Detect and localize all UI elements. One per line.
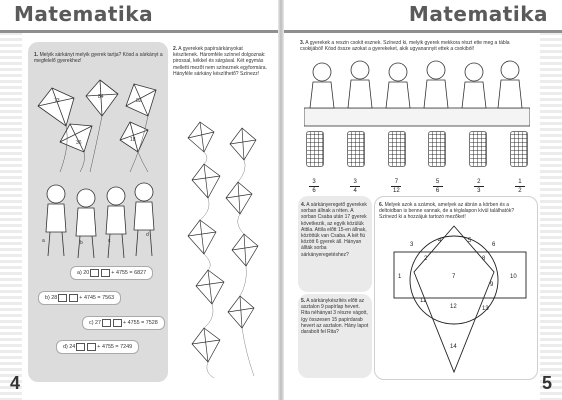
- equation-b: [38, 291, 121, 305]
- color-kite-7: [196, 270, 224, 304]
- task6-number: 6.: [379, 202, 384, 208]
- region-label-13: 13: [482, 306, 489, 312]
- fraction-4-denominator: 6: [435, 188, 440, 194]
- fraction-4: [430, 178, 446, 195]
- task3-children-eating-illustration: [304, 56, 530, 128]
- equation-a-blank[interactable]: [90, 269, 99, 277]
- task3-text: A gyerekek a reszin csokit esznek. Színezd ki, melyik gyerek mekkora részt ette meg a tábla csokijából! Kösd össze azokat a gyerekeket, akik ugyanannyit ettek a csokiból!: [300, 40, 510, 53]
- region-label-10: 10: [510, 274, 517, 280]
- task2-instructions: [173, 46, 267, 77]
- chocolate-bar-2[interactable]: [347, 131, 365, 167]
- equation-c-suffix: + 4755 = 7528: [122, 320, 158, 326]
- region-label-1: 1: [398, 274, 402, 280]
- fraction-6-numerator: 1: [518, 179, 522, 185]
- equation-c: [82, 316, 165, 330]
- right-header: [281, 0, 562, 33]
- chocolate-bar-4[interactable]: [428, 131, 446, 167]
- fraction-2: [347, 178, 363, 195]
- chocolate-bar-1[interactable]: [306, 131, 324, 167]
- equation-a: [70, 266, 153, 280]
- fraction-3-denominator: 12: [393, 188, 400, 194]
- book-gutter: [278, 0, 284, 400]
- kite-label-18: 18: [130, 137, 136, 143]
- child-label-a: a: [42, 238, 45, 244]
- color-kite-5: [188, 220, 216, 254]
- equation-d-blank[interactable]: [76, 343, 85, 351]
- region-label-12: 12: [450, 304, 457, 310]
- fraction-2-numerator: 3: [353, 179, 357, 185]
- region-label-7: 7: [452, 274, 456, 280]
- fraction-6: [512, 178, 528, 195]
- color-kite-4: [226, 182, 252, 214]
- equation-a-suffix: + 4755 = 6827: [111, 270, 147, 276]
- equation-a-prefix: a) 20: [77, 270, 90, 276]
- equation-c-blank[interactable]: [102, 319, 111, 327]
- region-label-11: 11: [420, 298, 427, 304]
- fraction-2-denominator: 4: [353, 188, 357, 194]
- task4-instructions: [301, 202, 369, 258]
- region-label-4: 4: [438, 238, 442, 244]
- color-kite-9: [192, 328, 220, 362]
- diagram-rectangle: [394, 252, 526, 298]
- left-edge-band: [0, 32, 22, 400]
- task5-text: A sárkánykészítés előtt az asztalon 9 papírlap hevert. Rita néhányat 3 részre vágott, így összesen 15 papírdarab hevert az asztalon. Hány lapot darabolt fel Rita?: [301, 298, 369, 336]
- chocolate-bar-6[interactable]: [510, 131, 528, 167]
- task1-text: Melyik sárkányt melyik gyerek tartja? Kösd a sárkányt a megfelelő gyerekhez!: [34, 52, 163, 65]
- page-title-left: Matematika: [14, 2, 154, 26]
- kite-label-73: 73: [54, 98, 60, 104]
- kite-label-36: 36: [76, 140, 82, 146]
- fraction-1-numerator: 3: [312, 179, 316, 185]
- task5-number: 5.: [301, 298, 306, 304]
- task4-number: 4.: [301, 202, 306, 208]
- fraction-1-denominator: 6: [312, 188, 316, 194]
- child-label-b: b: [80, 240, 83, 246]
- region-label-14: 14: [450, 344, 457, 350]
- task1-number: 1.: [34, 52, 39, 58]
- kite-73: [38, 88, 74, 126]
- task3-number: 3.: [300, 40, 305, 46]
- chocolate-bars-row: [306, 131, 528, 165]
- equation-a-blank-2[interactable]: [101, 269, 110, 277]
- fraction-4-numerator: 5: [435, 179, 440, 185]
- task4-text: A sárkányeregető gyerekek sorban állnak a réten. A sorban Csaba után 17 gyerek következik, az egyik közülük Attila. Attila előtt 15-en állnak, közöttük van Csaba. A két fiú között 6 gyerek áll. Hányan állták sorba sárkányeregetéshez?: [301, 202, 367, 258]
- task2-kites-to-color[interactable]: [174, 118, 270, 380]
- left-header: [0, 0, 281, 33]
- fraction-3-numerator: 7: [394, 179, 399, 185]
- region-label-8: 8: [482, 256, 486, 262]
- equation-b-suffix: + 4745 = 7563: [79, 295, 115, 301]
- page-number-right: 5: [541, 373, 552, 393]
- equation-c-prefix: c) 27: [89, 320, 101, 326]
- page-number-left: 4: [10, 373, 21, 393]
- equation-c-blank-2[interactable]: [113, 319, 122, 327]
- child-label-d: d: [146, 232, 149, 238]
- equation-d-blank-2[interactable]: [87, 343, 96, 351]
- color-kite-3: [192, 164, 220, 198]
- fraction-5-denominator: 3: [477, 188, 481, 194]
- equation-b-blank-2[interactable]: [69, 294, 78, 302]
- task1-children-illustration: [36, 176, 162, 262]
- equation-d-suffix: + 4755 = 7249: [97, 344, 133, 350]
- task2-number: 2.: [173, 46, 178, 52]
- color-kite-6: [232, 234, 258, 266]
- kite-label-84: 84: [98, 94, 104, 100]
- task1-instructions: [34, 52, 164, 64]
- region-label-3: 3: [410, 242, 414, 248]
- region-label-6: 6: [492, 242, 496, 248]
- page-title-right: Matematika: [408, 2, 548, 26]
- color-kite-8: [228, 296, 254, 328]
- task3-instructions: [300, 40, 532, 52]
- equation-d: [56, 340, 139, 354]
- region-label-5: 5: [468, 238, 472, 244]
- task6-venn-diagram[interactable]: [390, 222, 530, 376]
- color-kite-1: [188, 122, 214, 152]
- equation-b-prefix: b) 28: [45, 295, 58, 301]
- fraction-3: [388, 178, 404, 195]
- right-edge-band: [540, 32, 562, 400]
- task5-instructions: [301, 298, 369, 335]
- task6-instructions: [379, 202, 532, 221]
- child-label-c: c: [108, 238, 111, 244]
- color-kite-2: [230, 128, 256, 160]
- task2-text: A gyerekek papírsárkányokat készítenek. Háromféle színnel dolgoznak: pirossal, kékkel és sárgával. Két egymás melletti mezőt nem színeznek egyformára. Hányféle sárkány készíthető? Színezz!: [173, 46, 267, 77]
- task1-kites-illustration: [30, 76, 168, 174]
- equation-d-prefix: d) 24: [63, 344, 76, 350]
- region-label-9: 9: [490, 282, 494, 288]
- fractions-row: [306, 178, 528, 195]
- fraction-5-numerator: 2: [477, 179, 481, 185]
- chocolate-bar-5[interactable]: [469, 131, 487, 167]
- task6-text: Melyek azok a számok, amelyek az ábrán a körben és a deltoidban is benne vannak, de a téglalapon kívül találhatók? Színezd ki a hozzájuk tartozó mezőket!: [379, 202, 515, 221]
- region-label-2: 2: [424, 256, 428, 262]
- fraction-6-denominator: 2: [518, 188, 522, 194]
- chocolate-bar-3[interactable]: [388, 131, 406, 167]
- kite-label-82: 82: [136, 98, 142, 104]
- fraction-1: [306, 178, 322, 195]
- fraction-5: [471, 178, 487, 195]
- equation-b-blank[interactable]: [58, 294, 67, 302]
